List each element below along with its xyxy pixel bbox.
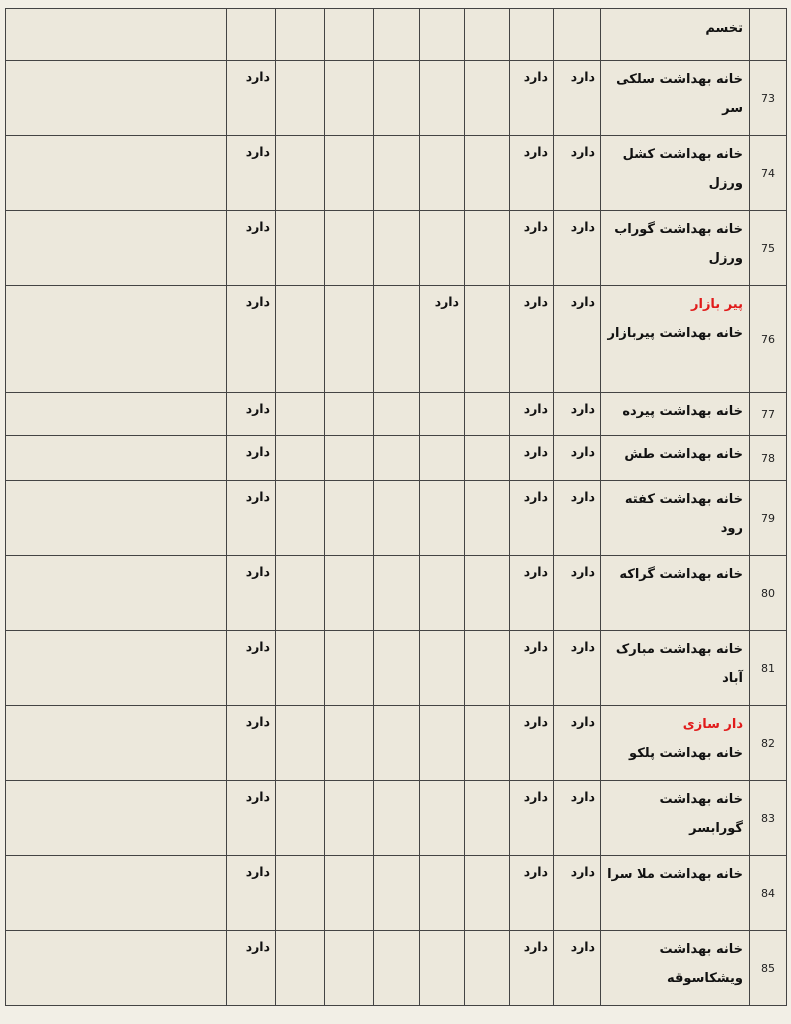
value-cell — [510, 436, 554, 481]
row-number: 77 — [761, 407, 775, 421]
value-cell — [325, 393, 374, 436]
value-cell — [465, 856, 510, 931]
value-cell — [554, 393, 601, 436]
value-cell — [325, 9, 374, 61]
value-text: دارد — [523, 714, 548, 729]
value-cell — [276, 631, 325, 706]
value-cell — [554, 136, 601, 211]
value-text: دارد — [570, 69, 595, 84]
value-cell — [420, 856, 465, 931]
village-label-red: پیر بازار — [691, 297, 743, 312]
row-number-cell — [750, 856, 787, 931]
value-cell — [374, 436, 420, 481]
row-number: 81 — [761, 661, 775, 675]
value-cell — [420, 436, 465, 481]
table-row — [6, 436, 787, 481]
row-number-cell — [750, 136, 787, 211]
value-cell — [554, 436, 601, 481]
value-text: دارد — [523, 489, 548, 504]
remarks-cell — [6, 631, 227, 706]
value-text: دارد — [245, 69, 270, 84]
row-number-cell — [750, 781, 787, 856]
value-text: دارد — [523, 939, 548, 954]
value-cell — [325, 931, 374, 1006]
value-cell — [420, 556, 465, 631]
row-number: 85 — [761, 961, 775, 975]
value-cell — [420, 931, 465, 1006]
row-number-cell — [750, 556, 787, 631]
value-text: دارد — [245, 939, 270, 954]
value-text: دارد — [523, 564, 548, 579]
value-cell — [276, 436, 325, 481]
value-cell — [374, 393, 420, 436]
table-row — [6, 481, 787, 556]
value-text: دارد — [245, 144, 270, 159]
facility-name: خانه بهداشت کشل ورزل — [622, 147, 743, 191]
facility-name-cell — [601, 631, 750, 706]
value-cell — [510, 931, 554, 1006]
value-cell — [276, 211, 325, 286]
value-cell — [510, 781, 554, 856]
value-cell — [276, 856, 325, 931]
value-text: دارد — [570, 639, 595, 654]
value-cell — [420, 706, 465, 781]
facility-name-cell — [601, 781, 750, 856]
facility-name: خانه بهداشت پیرده — [622, 404, 743, 419]
value-text: دارد — [570, 294, 595, 309]
value-cell — [374, 61, 420, 136]
row-number: 82 — [761, 736, 775, 750]
value-cell — [227, 9, 276, 61]
value-cell — [374, 481, 420, 556]
value-text: دارد — [245, 444, 270, 459]
row-number-cell — [750, 706, 787, 781]
value-cell — [325, 706, 374, 781]
remarks-cell — [6, 436, 227, 481]
value-cell — [510, 61, 554, 136]
value-text: دارد — [245, 294, 270, 309]
value-cell — [465, 211, 510, 286]
value-text: دارد — [523, 294, 548, 309]
value-text: دارد — [245, 219, 270, 234]
remarks-cell — [6, 286, 227, 393]
table-row — [6, 393, 787, 436]
value-cell — [374, 136, 420, 211]
value-cell — [374, 781, 420, 856]
row-number-cell — [750, 9, 787, 61]
row-number-cell — [750, 286, 787, 393]
facility-name: خانه بهداشت ویشکاسوقه — [659, 942, 743, 986]
value-cell — [554, 631, 601, 706]
row-number: 74 — [761, 166, 775, 180]
facility-name-cell — [601, 556, 750, 631]
value-cell — [325, 211, 374, 286]
value-cell — [510, 211, 554, 286]
value-text: دارد — [570, 789, 595, 804]
row-number-cell — [750, 931, 787, 1006]
value-cell — [554, 556, 601, 631]
table-row — [6, 61, 787, 136]
value-text: دارد — [245, 864, 270, 879]
value-cell — [276, 61, 325, 136]
value-cell — [554, 9, 601, 61]
value-cell — [465, 393, 510, 436]
value-cell — [465, 136, 510, 211]
facility-name-cell — [601, 211, 750, 286]
value-cell — [554, 856, 601, 931]
facility-name: خانه بهداشت گراکه — [619, 567, 743, 582]
value-cell — [465, 286, 510, 393]
value-cell — [227, 136, 276, 211]
value-cell — [510, 9, 554, 61]
value-cell — [420, 781, 465, 856]
value-cell — [420, 481, 465, 556]
remarks-cell — [6, 706, 227, 781]
remarks-cell — [6, 211, 227, 286]
value-cell — [325, 436, 374, 481]
value-cell — [227, 931, 276, 1006]
remarks-cell — [6, 781, 227, 856]
value-cell — [510, 393, 554, 436]
value-cell — [554, 706, 601, 781]
value-text: دارد — [523, 69, 548, 84]
value-cell — [420, 61, 465, 136]
value-cell — [374, 211, 420, 286]
value-cell — [420, 286, 465, 393]
table-row — [6, 856, 787, 931]
value-cell — [374, 931, 420, 1006]
table-row — [6, 136, 787, 211]
value-text: دارد — [570, 939, 595, 954]
value-cell — [325, 556, 374, 631]
facility-name-cell — [601, 856, 750, 931]
row-number: 83 — [761, 811, 775, 825]
value-cell — [510, 556, 554, 631]
value-cell — [276, 393, 325, 436]
value-cell — [420, 211, 465, 286]
value-cell — [374, 856, 420, 931]
facility-name-cell — [601, 436, 750, 481]
value-text: دارد — [570, 714, 595, 729]
value-cell — [325, 61, 374, 136]
row-number: 84 — [761, 886, 775, 900]
value-cell — [276, 931, 325, 1006]
value-cell — [554, 481, 601, 556]
table-row — [6, 286, 787, 393]
row-number: 73 — [761, 91, 775, 105]
value-cell — [465, 781, 510, 856]
remarks-cell — [6, 9, 227, 61]
value-cell — [325, 781, 374, 856]
table-row — [6, 781, 787, 856]
value-text: دارد — [245, 489, 270, 504]
row-number-cell — [750, 631, 787, 706]
value-text: دارد — [245, 564, 270, 579]
value-cell — [325, 481, 374, 556]
facility-name-cell — [601, 136, 750, 211]
row-number: 80 — [761, 586, 775, 600]
facility-name: خانه بهداشت طش — [624, 447, 743, 462]
remarks-cell — [6, 393, 227, 436]
value-text: دارد — [523, 401, 548, 416]
facility-name: خانه بهداشت مبارک آباد — [615, 642, 743, 686]
value-text: دارد — [570, 219, 595, 234]
value-cell — [227, 393, 276, 436]
value-cell — [510, 631, 554, 706]
value-cell — [276, 136, 325, 211]
remarks-cell — [6, 856, 227, 931]
table-row — [6, 631, 787, 706]
value-cell — [276, 481, 325, 556]
value-text: دارد — [245, 789, 270, 804]
value-text: دارد — [245, 401, 270, 416]
table-row — [6, 556, 787, 631]
row-number-cell — [750, 481, 787, 556]
remarks-cell — [6, 481, 227, 556]
value-cell — [325, 631, 374, 706]
value-cell — [420, 9, 465, 61]
facility-name-cell — [601, 286, 750, 393]
village-label-red: دار سازی — [682, 717, 743, 732]
value-text: دارد — [523, 639, 548, 654]
facility-name: خانه بهداشت گوراب ورزل — [614, 222, 743, 266]
value-cell — [227, 481, 276, 556]
value-cell — [510, 706, 554, 781]
facility-name: خانه بهداشت پیربازار — [607, 326, 743, 341]
row-number-cell — [750, 61, 787, 136]
value-cell — [554, 781, 601, 856]
remarks-cell — [6, 61, 227, 136]
value-text: دارد — [570, 864, 595, 879]
facility-table — [5, 8, 787, 1006]
value-cell — [374, 631, 420, 706]
value-cell — [227, 856, 276, 931]
value-text: دارد — [245, 714, 270, 729]
facility-name-cell — [601, 9, 750, 61]
value-text: دارد — [523, 144, 548, 159]
value-cell — [276, 781, 325, 856]
value-cell — [276, 706, 325, 781]
row-number-cell — [750, 211, 787, 286]
value-cell — [510, 136, 554, 211]
value-text: دارد — [523, 864, 548, 879]
value-cell — [465, 631, 510, 706]
value-cell — [420, 136, 465, 211]
facility-name-cell — [601, 931, 750, 1006]
value-cell — [227, 706, 276, 781]
facility-name: خانه بهداشت پلکو — [629, 746, 743, 761]
value-cell — [227, 556, 276, 631]
value-cell — [465, 931, 510, 1006]
value-cell — [227, 631, 276, 706]
value-cell — [465, 61, 510, 136]
value-text: دارد — [523, 444, 548, 459]
value-cell — [374, 9, 420, 61]
value-cell — [465, 706, 510, 781]
remarks-cell — [6, 556, 227, 631]
value-cell — [227, 436, 276, 481]
value-text: دارد — [570, 564, 595, 579]
value-text: دارد — [570, 489, 595, 504]
value-text: دارد — [523, 219, 548, 234]
value-cell — [554, 286, 601, 393]
facility-name-cell — [601, 393, 750, 436]
value-cell — [465, 556, 510, 631]
table-row-header — [6, 9, 787, 61]
facility-name-cell — [601, 61, 750, 136]
value-text: دارد — [523, 789, 548, 804]
value-text: دارد — [570, 444, 595, 459]
row-number: 75 — [761, 241, 775, 255]
row-number: 76 — [761, 332, 775, 346]
row-number: 79 — [761, 511, 775, 525]
value-cell — [554, 931, 601, 1006]
table-row — [6, 706, 787, 781]
row-number-cell — [750, 393, 787, 436]
table-row — [6, 211, 787, 286]
facility-name: خانه بهداشت گورابسر — [659, 792, 743, 836]
value-cell — [325, 856, 374, 931]
value-cell — [420, 631, 465, 706]
value-cell — [227, 61, 276, 136]
value-cell — [227, 211, 276, 286]
facility-name: خانه بهداشت سلکی سر — [616, 72, 743, 116]
row-number: 78 — [761, 451, 775, 465]
row-number-cell — [750, 436, 787, 481]
value-cell — [227, 286, 276, 393]
remarks-cell — [6, 931, 227, 1006]
value-cell — [276, 286, 325, 393]
value-cell — [374, 286, 420, 393]
value-cell — [554, 61, 601, 136]
value-text: دارد — [245, 639, 270, 654]
value-text: دارد — [570, 401, 595, 416]
value-cell — [374, 556, 420, 631]
value-cell — [554, 211, 601, 286]
value-cell — [510, 856, 554, 931]
facility-name: خانه بهداشت ملا سرا — [607, 867, 743, 882]
table-row — [6, 931, 787, 1006]
facility-name: خانه بهداشت کفته رود — [624, 492, 743, 536]
value-cell — [465, 481, 510, 556]
facility-name-cell — [601, 481, 750, 556]
value-cell — [510, 481, 554, 556]
remarks-cell — [6, 136, 227, 211]
value-cell — [276, 556, 325, 631]
value-cell — [325, 136, 374, 211]
value-cell — [420, 393, 465, 436]
facility-name-cell — [601, 706, 750, 781]
value-cell — [465, 436, 510, 481]
value-cell — [465, 9, 510, 61]
value-cell — [276, 9, 325, 61]
value-text: دارد — [434, 294, 459, 309]
value-cell — [510, 286, 554, 393]
value-cell — [325, 286, 374, 393]
facility-name: تخسم — [705, 21, 743, 36]
value-cell — [227, 781, 276, 856]
value-cell — [374, 706, 420, 781]
value-text: دارد — [570, 144, 595, 159]
